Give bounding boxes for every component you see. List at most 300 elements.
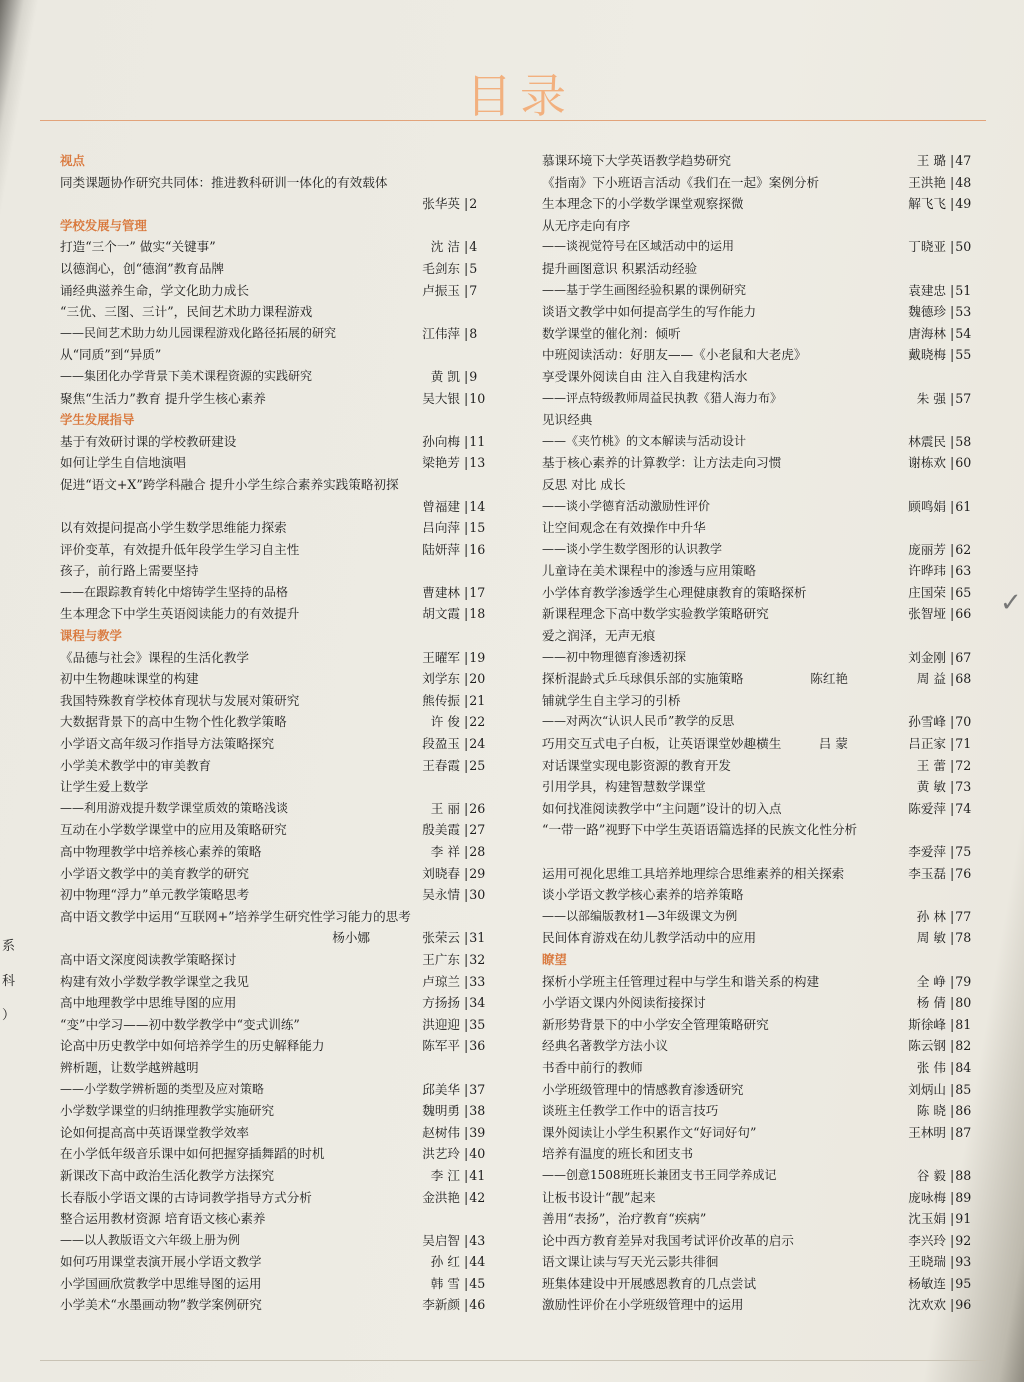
toc-entry (60, 711, 510, 733)
entry-author: 谷 毅 (916, 1167, 946, 1183)
entry-author: 陆妍萍 (422, 541, 460, 557)
entry-author: 李爱萍 (908, 844, 946, 859)
entry-page-number: | 81 (950, 1014, 988, 1036)
entry-title: 数学课堂的催化剂：倾听 (542, 325, 681, 341)
entry-page-number: | 84 (950, 1057, 988, 1079)
entry-page-number: | 96 (950, 1294, 988, 1316)
toc-entry (542, 798, 988, 820)
entry-title: 小学语文高年级习作指导方法策略探究 (60, 736, 275, 752)
entry-author: 周 益 (916, 671, 946, 687)
entry-title: 同类课题协作研究共同体：推进教科研训一体化的有效载体 (60, 174, 388, 190)
entry-coauthor: 吕 蒙 (818, 736, 848, 752)
toc-entry (60, 236, 510, 258)
entry-title: 从无序走向有序 (542, 217, 631, 233)
entry-title: 基于有效研讨课的学校教研建设 (60, 433, 237, 449)
entry-page-number: | 21 (464, 690, 502, 712)
entry-title: 如何巧用课堂表演开展小学语文教学 (60, 1254, 262, 1270)
toc-entry (542, 711, 988, 733)
entry-title: 以有效提问提高小学生数学思维能力探索 (60, 520, 287, 536)
entry-title: ——小学数学辨析题的类型及应对策略 (60, 1081, 265, 1096)
toc-entry (60, 323, 510, 345)
entry-page-number: | 65 (950, 582, 988, 604)
header-rule (40, 120, 986, 121)
entry-page-number: | 24 (464, 733, 502, 755)
section-title: 学生发展指导 (60, 412, 135, 428)
entry-page-number: | 2 (464, 193, 502, 215)
entry-author: 沈玉娟 (908, 1211, 946, 1227)
entry-page-number: | 72 (950, 755, 988, 777)
toc-entry (542, 582, 988, 604)
toc-entry (542, 172, 988, 194)
toc-column-left (60, 150, 510, 1316)
entry-page-number: | 26 (464, 798, 502, 820)
entry-title: ——《夹竹桃》的文本解读与活动设计 (542, 433, 747, 448)
entry-author: 谢栋欢 (908, 455, 946, 471)
entry-title: 如何找准阅读教学中“主问题”设计的切入点 (542, 800, 782, 816)
entry-author: 许 俊 (430, 714, 460, 730)
entry-page-number: | 77 (950, 906, 988, 928)
toc-entry (542, 1143, 988, 1165)
entry-page-number: | 22 (464, 711, 502, 733)
entry-title: 《指南》下小班语言活动《我们在一起》案例分析 (542, 174, 820, 190)
entry-page-number: | 25 (464, 755, 502, 777)
entry-page-number: | 70 (950, 711, 988, 733)
entry-page-number: | 60 (950, 452, 988, 474)
entry-author: 斯徐峰 (908, 1016, 946, 1032)
entry-author: 段盈玉 (422, 736, 460, 752)
toc-entry (542, 1035, 988, 1057)
toc-entry (542, 517, 988, 539)
toc-entry (542, 193, 988, 215)
entry-title: “一带一路”视野下中学生英语语篇选择的民族文化性分析 (542, 822, 858, 838)
entry-author: 黄 敏 (916, 779, 946, 795)
entry-title: ——在跟踪教育转化中熔铸学生坚持的品格 (60, 584, 289, 599)
entry-author: 王 蕾 (916, 757, 946, 773)
entry-author: 丁晓亚 (908, 239, 946, 255)
entry-page-number: | 55 (950, 344, 988, 366)
entry-page-number: | 74 (950, 798, 988, 820)
entry-title: 见识经典 (542, 412, 593, 428)
entry-title: 论中西方教育差异对我国考试评价改革的启示 (542, 1232, 794, 1248)
entry-author: 李兴玲 (908, 1232, 946, 1248)
toc-entry (542, 388, 988, 410)
entry-title: 反思 对比 成长 (542, 476, 626, 492)
entry-page-number: | 66 (950, 603, 988, 625)
entry-page-number: | 32 (464, 949, 502, 971)
entry-page-number: | 36 (464, 1035, 502, 1057)
entry-title: 互动在小学数学课堂中的应用及策略研究 (60, 822, 287, 838)
entry-title: 小学体育教学渗透学生心理健康教育的策略探析 (542, 584, 807, 600)
toc-entry (60, 863, 510, 885)
entry-page-number: | 79 (950, 971, 988, 993)
entry-author: 吴启智 (422, 1232, 460, 1248)
entry-title: 小学美术“水墨画动物”教学案例研究 (60, 1297, 262, 1313)
entry-author: 解飞飞 (908, 196, 946, 212)
entry-title: ——对两次“认识人民币”教学的反思 (542, 714, 735, 729)
entry-title: 初中生物趣味课堂的构建 (60, 671, 199, 687)
entry-author: 庞咏梅 (908, 1189, 946, 1205)
entry-title: 论如何提高高中英语课堂教学效率 (60, 1124, 249, 1140)
toc-entry (60, 1208, 510, 1230)
entry-page-number: | 29 (464, 863, 502, 885)
toc-entry (542, 1294, 988, 1316)
entry-author: 庄国荣 (908, 584, 946, 600)
entry-title: 辨析题，让数学越辨越明 (60, 1059, 199, 1075)
entry-title: 民间体育游戏在幼儿教学活动中的应用 (542, 930, 757, 946)
entry-author: 戴晓梅 (908, 347, 946, 363)
entry-title: 爱之润泽，无声无痕 (542, 628, 656, 644)
toc-entry (542, 1014, 988, 1036)
entry-title: 小学语文教学中的美育教学的研究 (60, 865, 249, 881)
toc-entry (542, 366, 988, 388)
entry-title: ——初中物理德育渗透初探 (542, 649, 687, 664)
entry-author: 王曜军 (422, 649, 460, 665)
entry-author: 魏德珍 (908, 304, 946, 320)
entry-title: 谈小学语文教学核心素养的培养策略 (542, 887, 744, 903)
toc-entry (60, 776, 510, 798)
entry-author: 杨敏连 (908, 1275, 946, 1291)
entry-title: 班集体建设中开展感恩教育的几点尝试 (542, 1275, 757, 1291)
entry-author: 许晔玮 (908, 563, 946, 579)
entry-page-number: | 11 (464, 431, 502, 453)
entry-page-number: | 34 (464, 992, 502, 1014)
toc-entry (60, 755, 510, 777)
entry-author: 洪迎迎 (422, 1016, 460, 1032)
entry-title: 基于核心素养的计算教学：让方法走向习惯 (542, 455, 782, 471)
toc-entry (542, 496, 988, 518)
entry-author: 卢琼兰 (422, 973, 460, 989)
entry-author: 曾福建 (422, 498, 460, 514)
entry-title: 如何让学生自信地演唱 (60, 455, 186, 471)
entry-title: 小学美术教学中的审美教育 (60, 757, 212, 773)
toc-entry (60, 668, 510, 690)
toc-entry (60, 172, 510, 194)
toc-entry (542, 733, 988, 755)
entry-author: 梁艳芳 (422, 455, 460, 471)
toc-entry (60, 496, 510, 518)
entry-page-number: | 95 (950, 1273, 988, 1295)
toc-entry (60, 1122, 510, 1144)
entry-author: 胡文霞 (422, 606, 460, 622)
entry-title: ——谈小学生数学图形的认识教学 (542, 541, 723, 556)
entry-author: 杨 倩 (916, 995, 946, 1011)
entry-author: 朱 强 (916, 390, 946, 406)
toc-entry (542, 1208, 988, 1230)
toc-entry (542, 668, 988, 690)
entry-author: 李新颜 (422, 1297, 460, 1313)
toc-entry (60, 906, 510, 928)
entry-title: 从“同质”到“异质” (60, 347, 162, 363)
entry-title: 高中语文教学中运用“互联网+”培养学生研究性学习能力的思考 (60, 908, 411, 924)
entry-page-number: | 37 (464, 1079, 502, 1101)
entry-author: 洪艺玲 (422, 1146, 460, 1162)
entry-title: 谈语文教学中如何提高学生的写作能力 (542, 304, 757, 320)
entry-title: 中班阅读活动：好朋友——《小老鼠和大老虎》 (542, 347, 807, 363)
entry-author: 袁建忠 (908, 282, 946, 298)
toc-entry (542, 927, 988, 949)
entry-title: 提升画图意识 积累活动经验 (542, 260, 698, 276)
entry-author: 方扬扬 (422, 995, 460, 1011)
toc-entry (60, 884, 510, 906)
toc-entry (60, 1294, 510, 1316)
entry-page-number: | 16 (464, 539, 502, 561)
entry-author: 张荣云 (422, 930, 460, 946)
entry-page-number: | 14 (464, 496, 502, 518)
toc-entry (60, 582, 510, 604)
toc-entry (60, 1014, 510, 1036)
entry-title: 语文课让读与写天光云影共徘徊 (542, 1254, 719, 1270)
toc-entry (60, 258, 510, 280)
entry-author: 李玉磊 (908, 865, 946, 881)
entry-page-number: | 30 (464, 884, 502, 906)
toc-entry (542, 776, 988, 798)
entry-title: 小学国画欣赏教学中思维导图的运用 (60, 1275, 262, 1291)
toc-entry (542, 280, 988, 302)
entry-title: 高中物理教学中培养核心素养的策略 (60, 844, 262, 859)
entry-page-number: | 5 (464, 258, 502, 280)
entry-title: 小学班级管理中的情感教育渗透研究 (542, 1081, 744, 1097)
toc-entry (542, 755, 988, 777)
entry-title: 享受课外阅读自由 注入自我建构活水 (542, 368, 748, 384)
entry-author: 周 敏 (916, 930, 946, 946)
entry-author: 林震民 (908, 433, 946, 449)
entry-page-number: | 18 (464, 603, 502, 625)
entry-title: 让学生爱上数学 (60, 779, 149, 795)
entry-title: 在小学低年级音乐课中如何把握穿插舞蹈的时机 (60, 1146, 325, 1162)
entry-author: 毛剑东 (422, 260, 460, 276)
toc-entry (542, 1057, 988, 1079)
margin-char-3: ） (2, 1008, 16, 1023)
entry-title: 我国特殊教育学校体育现状与发展对策研究 (60, 692, 300, 708)
entry-title: 打造“三个一” 做实“关键事” (60, 239, 216, 255)
entry-author: 唐海林 (908, 325, 946, 341)
entry-author: 陈 晓 (916, 1103, 946, 1119)
entry-title: 铺就学生自主学习的引桥 (542, 692, 681, 708)
toc-entry (542, 236, 988, 258)
entry-page-number: | 54 (950, 323, 988, 345)
entry-page-number: | 35 (464, 1014, 502, 1036)
entry-page-number: | 50 (950, 236, 988, 258)
entry-title: 经典名著教学方法小议 (542, 1038, 668, 1054)
entry-title: ——以部编版教材1—3年级课文为例 (542, 908, 738, 923)
entry-page-number: | 27 (464, 819, 502, 841)
entry-page-number: | 20 (464, 668, 502, 690)
toc-entry (542, 344, 988, 366)
entry-author: 陈军平 (422, 1038, 460, 1054)
entry-author: 李 江 (430, 1167, 460, 1183)
section-heading (60, 625, 510, 647)
entry-title: ——评点特级教师周益民执教《猎人海力布》 (542, 390, 783, 405)
entry-title: 小学数学课堂的归纳推理教学实施研究 (60, 1103, 275, 1119)
entry-page-number: | 51 (950, 280, 988, 302)
toc-entry (542, 301, 988, 323)
entry-page-number: | 87 (950, 1122, 988, 1144)
toc-entry (60, 603, 510, 625)
section-title: 瞭望 (542, 951, 567, 967)
entry-author: 王广东 (422, 951, 460, 967)
toc-entry (60, 1187, 510, 1209)
entry-page-number: | 7 (464, 280, 502, 302)
entry-author: 刘学东 (422, 671, 460, 687)
entry-page-number: | 44 (464, 1251, 502, 1273)
entry-title: 聚焦“生活力”教育 提升学生核心素养 (60, 390, 266, 406)
entry-title: 诵经典滋养生命，学文化助力成长 (60, 282, 249, 298)
toc-entry (60, 431, 510, 453)
toc-entry (60, 841, 510, 863)
entry-title: 生本理念下中学生英语阅读能力的有效提升 (60, 606, 300, 622)
entry-author: 刘炳山 (908, 1081, 946, 1097)
toc-entry (60, 992, 510, 1014)
entry-page-number: | 63 (950, 560, 988, 582)
toc-entry (60, 1057, 510, 1079)
entry-author: 王晓瑞 (908, 1254, 946, 1270)
toc-entry (542, 971, 988, 993)
toc-entry (542, 1079, 988, 1101)
entry-title: ——谈小学德育活动激励性评价 (542, 498, 711, 513)
entry-page-number: | 15 (464, 517, 502, 539)
entry-page-number: | 39 (464, 1122, 502, 1144)
entry-page-number: | 62 (950, 539, 988, 561)
toc-entry (60, 1100, 510, 1122)
toc-entry (60, 539, 510, 561)
entry-page-number: | 28 (464, 841, 502, 863)
toc-entry (542, 1165, 988, 1187)
entry-title: 探析混龄式乒乓球俱乐部的实施策略 (542, 671, 744, 687)
entry-author: 邱美华 (422, 1081, 460, 1097)
entry-page-number: | 38 (464, 1100, 502, 1122)
toc-entry (60, 1143, 510, 1165)
entry-title: 大数据背景下的高中生物个性化教学策略 (60, 714, 287, 730)
entry-author: 沈欢欢 (908, 1297, 946, 1313)
toc-entry (60, 927, 510, 949)
entry-page-number: | 17 (464, 582, 502, 604)
entry-author: 张智垭 (908, 606, 946, 622)
section-heading (60, 150, 510, 172)
entry-title: 巧用交互式电子白板，让英语课堂妙趣横生 (542, 736, 782, 752)
entry-title: ——创意1508班班长兼团支书王同学养成记 (542, 1167, 777, 1182)
toc-entry (542, 884, 988, 906)
toc-entry (60, 819, 510, 841)
entry-author: 王 璐 (916, 153, 946, 168)
entry-title: 论高中历史教学中如何培养学生的历史解释能力 (60, 1038, 325, 1054)
entry-author: 殷美霞 (422, 822, 460, 838)
toc-entry (542, 992, 988, 1014)
entry-title: 评价变革，有效提升低年段学生学习自主性 (60, 541, 300, 557)
toc-entry (60, 733, 510, 755)
entry-title: 长春版小学语文课的古诗词教学指导方式分析 (60, 1189, 312, 1205)
entry-author: 王 丽 (430, 800, 460, 816)
entry-page-number: | 82 (950, 1035, 988, 1057)
entry-page-number: | 78 (950, 927, 988, 949)
entry-page-number: | 46 (464, 1294, 502, 1316)
entry-title: 新课程理念下高中数学实验教学策略研究 (542, 606, 769, 622)
entry-author: 赵树伟 (422, 1124, 460, 1140)
entry-author: 王洪艳 (908, 174, 946, 190)
toc-entry (542, 1230, 988, 1252)
entry-page-number: | 57 (950, 388, 988, 410)
toc-entry (60, 1165, 510, 1187)
entry-title: ——谈视觉符号在区域活动中的运用 (542, 239, 735, 254)
entry-page-number: | 8 (464, 323, 502, 345)
toc-entry (60, 1035, 510, 1057)
entry-title: 探析小学班主任管理过程中与学生和谐关系的构建 (542, 973, 820, 989)
toc-entry (60, 690, 510, 712)
toc-entry (542, 560, 988, 582)
entry-coauthor: 杨小娜 (332, 930, 370, 946)
pencil-check-mark: ✓ (1000, 588, 1022, 618)
entry-page-number: | 58 (950, 431, 988, 453)
entry-page-number: | 41 (464, 1165, 502, 1187)
entry-author: 王春霞 (422, 757, 460, 773)
toc-entry (60, 798, 510, 820)
entry-page-number: | 93 (950, 1251, 988, 1273)
toc-entry (542, 690, 988, 712)
toc-entry (542, 625, 988, 647)
entry-page-number: | 80 (950, 992, 988, 1014)
entry-title: 高中地理教学中思维导图的应用 (60, 995, 237, 1011)
entry-page-number: | 9 (464, 366, 502, 388)
entry-author: 金洪艳 (422, 1189, 460, 1205)
section-heading (60, 409, 510, 431)
entry-page-number: | 53 (950, 301, 988, 323)
entry-title: 新课改下高中政治生活化教学方法探究 (60, 1167, 275, 1183)
entry-page-number: | 40 (464, 1143, 502, 1165)
entry-title: ——基于学生画图经验积累的课例研究 (542, 282, 747, 297)
toc-entry (542, 539, 988, 561)
toc-entry (542, 906, 988, 928)
entry-author: 陈云钢 (908, 1038, 946, 1054)
toc-entry (60, 344, 510, 366)
toc-entry (60, 949, 510, 971)
entry-page-number: | 75 (950, 841, 988, 863)
entry-page-number: | 48 (950, 172, 988, 194)
toc-entry (60, 1079, 510, 1101)
entry-title: “三优、三图、三计”，民间艺术助力课程游戏 (60, 304, 313, 320)
entry-title: 构建有效小学数学教学课堂之我见 (60, 973, 249, 989)
toc-entry (60, 193, 510, 215)
toc-entry (542, 215, 988, 237)
entry-page-number: | 86 (950, 1100, 988, 1122)
entry-page-number: | 10 (464, 388, 502, 410)
page-title: 目录 (466, 69, 574, 123)
entry-title: “变”中学习——初中数学教学中“变式训练” (60, 1016, 300, 1032)
entry-author: 吴大银 (422, 390, 460, 406)
entry-title: 孩子，前行路上需要坚持 (60, 563, 199, 579)
entry-title: ——集团化办学背景下美术课程资源的实践研究 (60, 368, 313, 383)
entry-author: 孙 林 (916, 908, 946, 924)
toc-entry (542, 819, 988, 841)
entry-title: 《品德与社会》课程的生活化教学 (60, 649, 249, 665)
entry-page-number: | 73 (950, 776, 988, 798)
entry-author: 孙向梅 (422, 433, 460, 449)
entry-page-number: | 45 (464, 1273, 502, 1295)
entry-page-number: | 43 (464, 1230, 502, 1252)
entry-title: 新形势背景下的中小学安全管理策略研究 (542, 1016, 769, 1032)
toc-entry (60, 388, 510, 410)
entry-coauthor: 陈红艳 (810, 671, 848, 687)
entry-title: 让板书设计“靓”起来 (542, 1189, 656, 1205)
entry-author: 韩 雪 (430, 1275, 460, 1291)
section-heading (542, 949, 988, 971)
entry-title: 小学语文课内外阅读衔接探讨 (542, 995, 706, 1011)
entry-author: 魏明勇 (422, 1103, 460, 1119)
toc-entry (60, 452, 510, 474)
toc-entry (542, 150, 988, 172)
entry-page-number: | 33 (464, 971, 502, 993)
toc-entry (60, 301, 510, 323)
entry-page-number: | 91 (950, 1208, 988, 1230)
toc-entry (60, 1230, 510, 1252)
